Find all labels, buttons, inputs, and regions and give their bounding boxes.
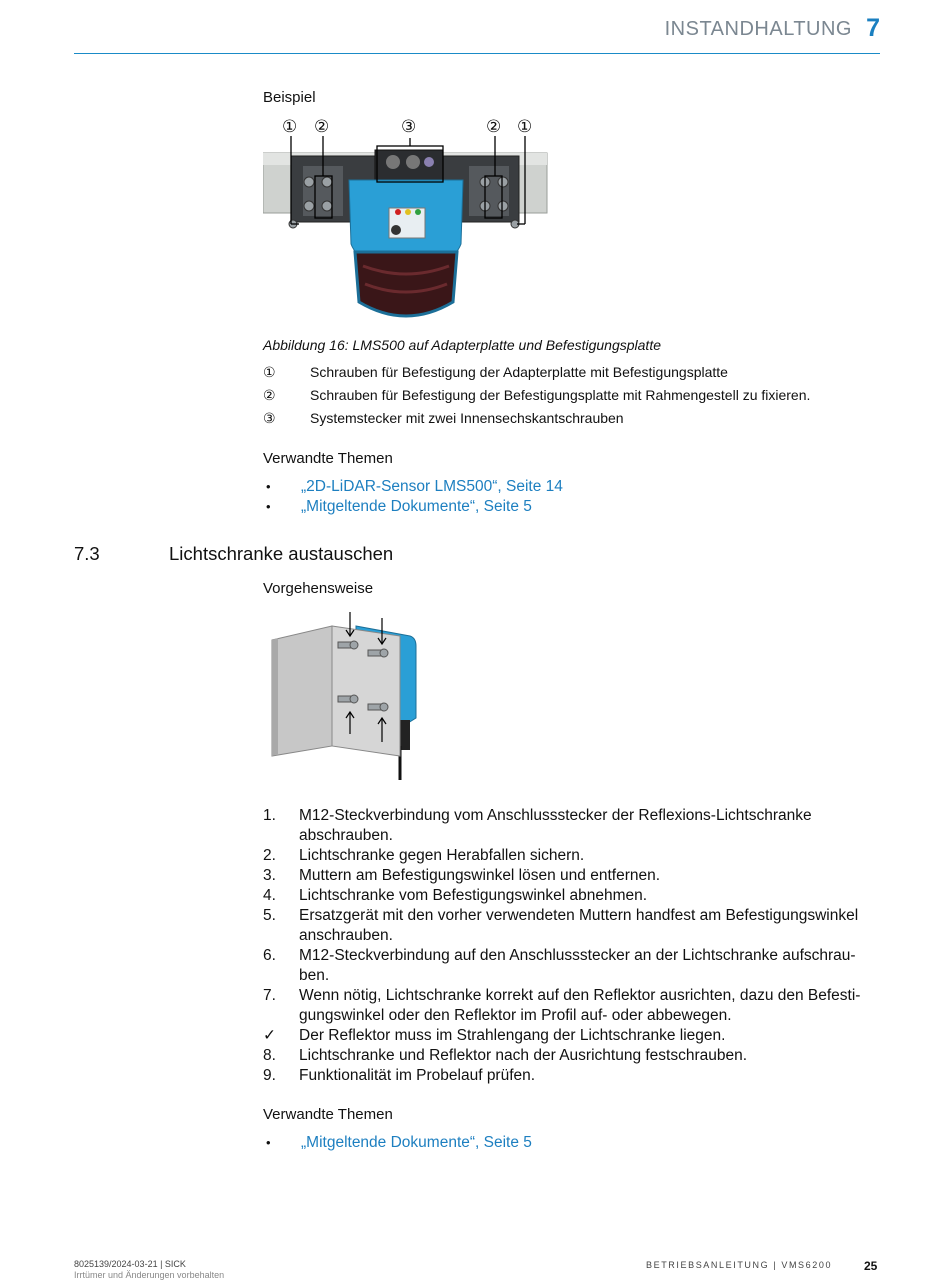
related-link-item (263, 1134, 532, 1152)
step-item (263, 886, 883, 906)
header-divider (74, 53, 880, 54)
related-link-lms500[interactable]: „2D-LiDAR-Sensor LMS500“, Seite 14 (301, 478, 563, 495)
procedure-heading: Vorgehensweise (263, 580, 374, 597)
step-marker: 3. (263, 867, 276, 884)
bullet-icon: • (266, 499, 271, 514)
step-text-cont: abschrauben. (299, 827, 393, 844)
section-number: 7.3 (74, 543, 100, 564)
legend-row (263, 364, 728, 381)
legend-symbol: ① (263, 364, 276, 380)
step-item (263, 846, 883, 866)
legend-row (263, 410, 624, 427)
chapter-number: 7 (866, 14, 880, 42)
figure-lms500 (263, 116, 549, 326)
chapter-title: INSTANDHALTUNG (664, 18, 852, 40)
figure-marker-2-left: ② (314, 117, 330, 136)
bullet-icon: • (266, 479, 271, 494)
example-heading: Beispiel (263, 89, 316, 106)
legend-text: Systemstecker mit zwei Innensechskantschrauben (310, 410, 624, 426)
step-marker: 2. (263, 847, 276, 864)
section-title: Lichtschranke austauschen (169, 543, 394, 564)
step-text: M12-Steckverbindung auf den Anschlussstecker an der Lichtschranke aufschrau- (299, 947, 856, 964)
legend-symbol: ② (263, 387, 276, 403)
bullet-icon: • (266, 1135, 271, 1150)
step-marker: 1. (263, 807, 276, 824)
related-link-documents[interactable]: „Mitgeltende Dokumente“, Seite 5 (301, 1134, 532, 1151)
related-link-documents[interactable]: „Mitgeltende Dokumente“, Seite 5 (301, 498, 532, 515)
related-topics-heading: Verwandte Themen (263, 450, 393, 467)
legend-symbol: ③ (263, 410, 276, 426)
step-item (263, 906, 883, 946)
step-text: Der Reflektor muss im Strahlengang der Lichtschranke liegen. (299, 1027, 726, 1044)
step-item (263, 1046, 883, 1066)
light-barrier-illustration (264, 610, 424, 782)
step-item (263, 806, 883, 846)
legend-row (263, 387, 810, 404)
footer-disclaimer: Irrtümer und Änderungen vorbehalten (74, 1270, 225, 1280)
related-link-item (263, 498, 532, 516)
figure-caption: Abbildung 16: LMS500 auf Adapterplatte und Befestigungsplatte (263, 337, 661, 353)
step-text-cont: gungswinkel oder den Reflektor im Profil auf- oder abbewegen. (299, 1007, 732, 1024)
step-text: Wenn nötig, Lichtschranke korrekt auf den Reflektor ausrichten, dazu den Befesti- (299, 987, 861, 1004)
step-text-cont: ben. (299, 967, 330, 984)
legend-text: Schrauben für Befestigung der Befestigungsplatte mit Rahmengestell zu fixieren. (310, 387, 811, 403)
step-item (263, 1066, 883, 1086)
related-link-item (263, 478, 563, 496)
procedure-steps (263, 806, 883, 1086)
step-marker: 4. (263, 887, 276, 904)
step-result-item (263, 1026, 883, 1046)
step-text: Muttern am Befestigungswinkel lösen und entfernen. (299, 867, 661, 884)
step-text: Lichtschranke vom Befestigungswinkel abnehmen. (299, 887, 648, 904)
step-text: Lichtschranke gegen Herabfallen sichern. (299, 847, 585, 864)
step-item (263, 866, 883, 886)
footer-left (74, 1259, 224, 1281)
step-marker: 9. (263, 1067, 276, 1084)
step-marker: 5. (263, 907, 276, 924)
step-text: Lichtschranke und Reflektor nach der Ausrichtung festschrauben. (299, 1047, 748, 1064)
step-text-cont: anschrauben. (299, 927, 393, 944)
figure-marker-3: ③ (401, 117, 417, 136)
lms500-illustration (263, 116, 549, 326)
step-marker: 7. (263, 987, 276, 1004)
footer-manual-title: BETRIEBSANLEITUNG | VMS6200 (646, 1260, 833, 1270)
step-marker: 8. (263, 1047, 276, 1064)
step-item (263, 986, 883, 1026)
checkmark-icon: ✓ (263, 1027, 276, 1044)
legend-text: Schrauben für Befestigung der Adapterplatte mit Befestigungsplatte (310, 364, 728, 380)
step-text: Ersatzgerät mit den vorher verwendeten Muttern handfest am Befestigungswinkel (299, 907, 859, 924)
page-number: 25 (864, 1259, 878, 1273)
footer-doc-id: 8025139/2024-03-21 | SICK (74, 1259, 186, 1269)
step-marker: 6. (263, 947, 276, 964)
step-text: M12-Steckverbindung vom Anschlussstecker der Reflexions-Lichtschranke (299, 807, 812, 824)
figure-marker-1-left: ① (282, 117, 298, 136)
figure-marker-2-right: ② (486, 117, 502, 136)
step-text: Funktionalität im Probelauf prüfen. (299, 1067, 536, 1084)
step-item (263, 946, 883, 986)
related-topics-heading: Verwandte Themen (263, 1106, 393, 1123)
figure-marker-1-right: ① (517, 117, 533, 136)
figure-light-barrier (264, 610, 424, 782)
